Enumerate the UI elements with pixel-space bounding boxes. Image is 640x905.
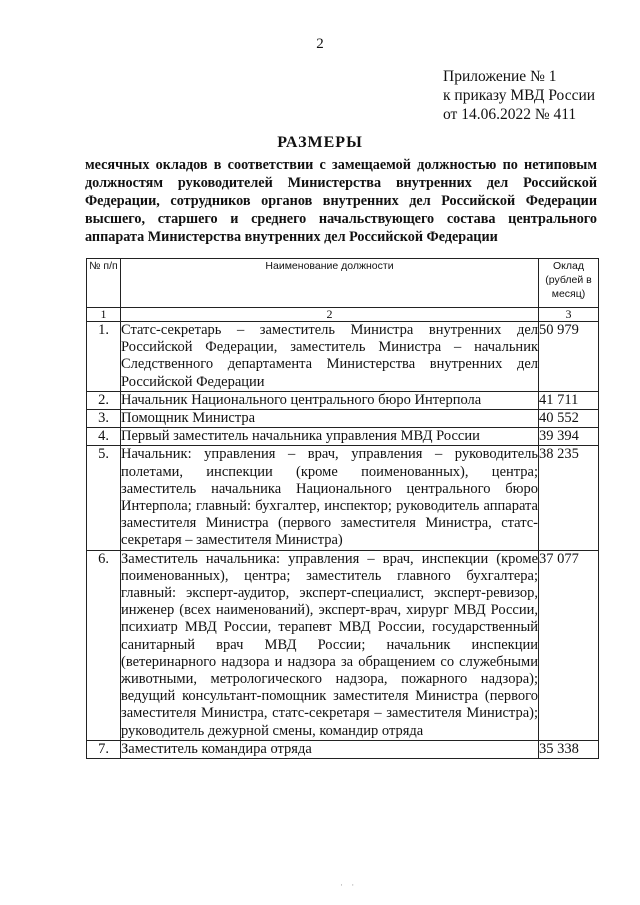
appendix-line-3: от 14.06.2022 № 411 xyxy=(443,106,577,123)
row-position: Помощник Министра xyxy=(121,410,539,428)
index-cell: 2 xyxy=(121,308,539,322)
table-header-row xyxy=(87,259,599,308)
table-row xyxy=(87,391,599,409)
row-position: Первый заместитель начальника управления МВД России xyxy=(121,428,539,446)
row-salary: 37 077 xyxy=(539,550,599,740)
table-row xyxy=(87,322,599,392)
row-position: Заместитель командира отряда xyxy=(121,740,539,758)
salary-table xyxy=(86,258,599,759)
page-number: 2 xyxy=(316,36,324,52)
table-row xyxy=(87,446,599,550)
index-cell: 3 xyxy=(539,308,599,322)
table-index-row xyxy=(87,308,599,322)
row-number: 3. xyxy=(87,410,121,428)
row-number: 2. xyxy=(87,391,121,409)
row-salary: 40 552 xyxy=(539,410,599,428)
row-position: Статс-секретарь – заместитель Министра внутренних дел Российской Федерации, заместитель Министра – начальник Следственного департамента Министерства внутренних дел Российской Федерации xyxy=(121,322,538,390)
row-salary: 41 711 xyxy=(539,391,599,409)
row-number: 1. xyxy=(87,322,121,392)
scan-artifact: · · xyxy=(340,880,358,890)
row-salary: 38 235 xyxy=(539,446,599,550)
table-row xyxy=(87,410,599,428)
document-title: РАЗМЕРЫ xyxy=(277,134,363,151)
table-row xyxy=(87,550,599,740)
table-row xyxy=(87,740,599,758)
document-subtitle: месячных окладов в соответствии с замещаемой должностью по нетиповым должностям руководителей Министерства внутренних дел Российской Федерации, сотрудников органов внутренних дел Российской Федерации высшего, старшего и среднего начальствующего состава центрального аппарата Министерства внутренних дел Российской Федерации xyxy=(85,157,597,245)
index-cell: 1 xyxy=(87,308,121,322)
row-salary: 50 979 xyxy=(539,322,599,392)
appendix-line-1: Приложение № 1 xyxy=(443,68,557,85)
header-position: Наименование должности xyxy=(121,259,539,308)
row-number: 5. xyxy=(87,446,121,550)
row-salary: 35 338 xyxy=(539,740,599,758)
appendix-line-2: к приказу МВД России xyxy=(443,87,596,104)
row-number: 4. xyxy=(87,428,121,446)
row-position: Начальник Национального центрального бюро Интерпола xyxy=(121,391,539,409)
row-number: 6. xyxy=(87,550,121,740)
header-num: № п/п xyxy=(87,259,121,308)
table-row xyxy=(87,428,599,446)
row-position: Начальник: управления – врач, управления – руководитель полетами, инспекции (кроме поименованных), центра; заместитель начальника Национального центрального бюро Интерпола; главный: бухгалтер, инспектор; руководитель аппарата заместителя Министра (первого заместителя Министра, статс-секретаря – заместителя Министра) xyxy=(121,446,538,549)
header-salary: Оклад (рублей в месяц) xyxy=(539,259,599,308)
appendix-block xyxy=(443,67,595,124)
row-number: 7. xyxy=(87,740,121,758)
row-salary: 39 394 xyxy=(539,428,599,446)
row-position: Заместитель начальника: управления – врач, инспекции (кроме поименованных), центра; заместитель главного бухгалтера; главный: эксперт-аудитор, эксперт-специалист, эксперт-ревизор, инженер (всех наименований), эксперт-врач, хирург МВД России, психиатр МВД России, терапевт МВД России, государственный санитарный врач МВД России; начальник инспекции (ветеринарного надзора и надзора за обращением со служебными животными, метрологического надзора, пожарного надзора); ведущий консультант-помощник заместителя Министра (первого заместителя Министра, статс-секретаря – заместителя Министра); руководитель дежурной смены, командир отряда xyxy=(121,550,538,739)
